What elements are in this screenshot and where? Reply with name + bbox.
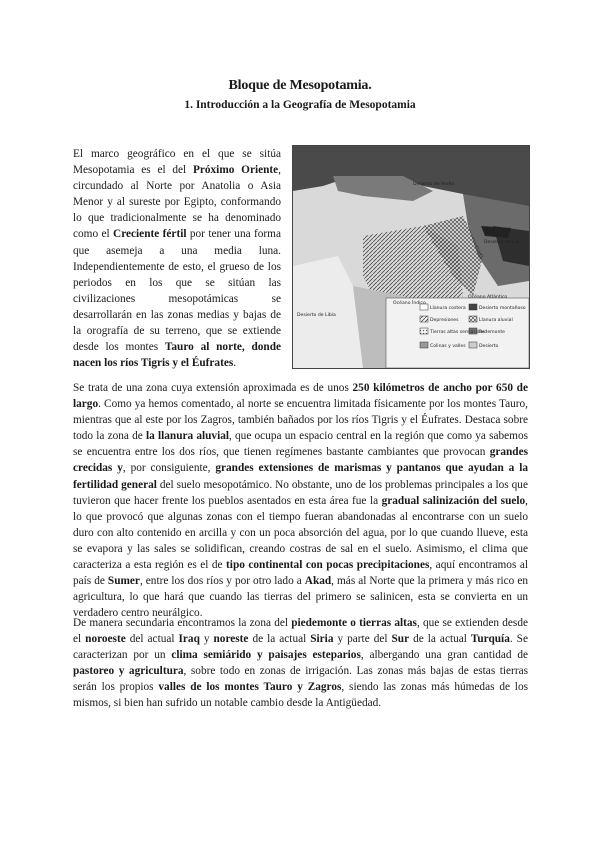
bold-term: pastoreo y agricultura [73, 665, 184, 678]
bold-term: clima semiárido y paisajes esteparios [171, 649, 361, 662]
bold-term: Tauro al norte, donde nacen los ríos Tigris y el Éufrates [73, 341, 281, 370]
bold-term: 250 kilómetros de ancho por 650 de largo [73, 382, 528, 411]
legend-desierto: Desierto [479, 344, 499, 349]
legend-llanura-aluvial: Llanura aluvial [479, 318, 513, 323]
intro-paragraph: El marco geográfico en el que se sitúa Mesopotamia es el del Próximo Oriente, circundado al Norte por Anatolia o Asia Menor y al sureste por Egipto, conformando lo que tradicionalmente se ha denominado como el Creciente fértil por tener una forma que asemeja a una media luna. Independientemente de esto, el grueso de los periodos en los que se sitúan las civilizaciones mesopotámicas se desarrollarán en las zonas medias y bajas de la orografía de su terreno, que se extiende desde los montes Tauro al norte, donde nacen los ríos Tigris y el Éufrates. [73, 148, 281, 370]
legend-pedemonte: Pedemonte [479, 330, 505, 335]
legend-llanura-costera: Llanura costera [430, 306, 466, 311]
paragraph-llanura: Se trata de una zona cuya extensión aproximada es de unos 250 kilómetros de ancho por 650 de largo. Como ya hemos comentado, al norte se encuentra limitada físicamente por los montes Tauro, mientras que al este por los Zagros, también bañados por los ríos Tigris y el Éufrates. Destaca sobre todo la zona de la llanura aluvial, que ocupa un espacio central en la región que como ya sabemos se encuentra entre los dos ríos, que tienen regímenes bastante cambiantes que provocan grandes crecidas y, por consiguiente, grandes extensiones de marismas y pantanos que ayudan a la fertilidad general del suelo mesopotámico. No obstante, uno de los problemas principales a los que tuvieron que hacer frente los pueblos asentados en esta área fue la gradual salinización del suelo, lo que provocó que algunas zonas con el tiempo fueran abandonadas al encontrarse con un suelo duro con alto contenido en arcilla y con un poca absorción del agua, por lo que cuando llueve, esta se evapora y las sales se solidifican, creando costras de sal en el suelo. Asimismo, el clima que caracteriza a esta región es el de tipo continental con pocas precipitaciones, aquí encontramos al país de Sumer, entre los dos ríos y por otro lado a Akad, más al Norte que la primera y más rico en agricultura, lo que hará que cuando las tierras del primero se salinicen, esta se convierta en un verdadero centro neurálgico. [73, 382, 528, 620]
bold-term: Próximo Oriente [192, 164, 279, 177]
bold-term: Sur [391, 633, 410, 646]
bold-term: Creciente fértil [113, 228, 187, 241]
bold-term: Iraq [178, 633, 200, 646]
bold-term: valles de los montes Tauro y Zagros [158, 681, 342, 694]
document-title: Bloque de Mesopotamia. [228, 78, 372, 93]
bold-term: tipo continental con pocas precipitaciones [226, 559, 430, 572]
bold-term: la llanura aluvial [146, 430, 229, 443]
map-figure [293, 146, 529, 368]
bold-term: Sumer [107, 575, 140, 588]
bold-term: Turquía [470, 633, 510, 646]
legend-colinas-valles: Colinas y valles [430, 344, 466, 349]
bold-term: piedemonte o tierras altas [291, 617, 417, 629]
label-desierto-lut: Desierto de Lut [484, 240, 520, 245]
bold-term: grandes extensiones de marismas y pantanos que ayudan a la fertilidad general [73, 462, 528, 491]
legend-desierto-montanoso: Desierto montañoso [479, 306, 526, 311]
bold-term: Siria [310, 633, 334, 646]
legend-depresiones: Depresiones [430, 318, 459, 323]
bold-term: grandes crecidas y [73, 446, 528, 475]
label-desierto-libia: Desierto de Libia [297, 313, 336, 318]
label-oceano-atlantico: Océano Atlántico [468, 295, 508, 300]
bold-term: Akad [304, 575, 332, 588]
geography-map [292, 145, 530, 369]
bold-term: gradual salinización del suelo [381, 494, 526, 507]
section-heading: 1. Introducción a la Geografía de Mesopotamia [184, 99, 416, 111]
legend-tierras-altas: Tierras altas semiáridas [430, 330, 485, 335]
label-desierto-andia: Desierto de Andia [413, 182, 455, 187]
bold-term: noroeste [85, 633, 126, 646]
paragraph-piedemonte: De manera secundaria encontramos la zona del piedemonte o tierras altas, que se extienden desde el noroeste del actual Iraq y noreste de la actual Siria y parte del Sur de la actual Turquía. Se caracterizan por un clima semiárido y paisajes esteparios, albergando una gran cantidad de pastoreo y agricultura, sobre todo en zonas de irrigación. Las zonas más bajas de estas tierras serán los propios valles de los montes Tauro y Zagros, siendo las zonas más húmedas de los mismos, si bien han sufrido un notable cambio desde la Antigüedad. [73, 617, 528, 710]
label-oceano-indico: Océano Índico [393, 301, 426, 306]
bold-term: noreste [213, 633, 249, 646]
